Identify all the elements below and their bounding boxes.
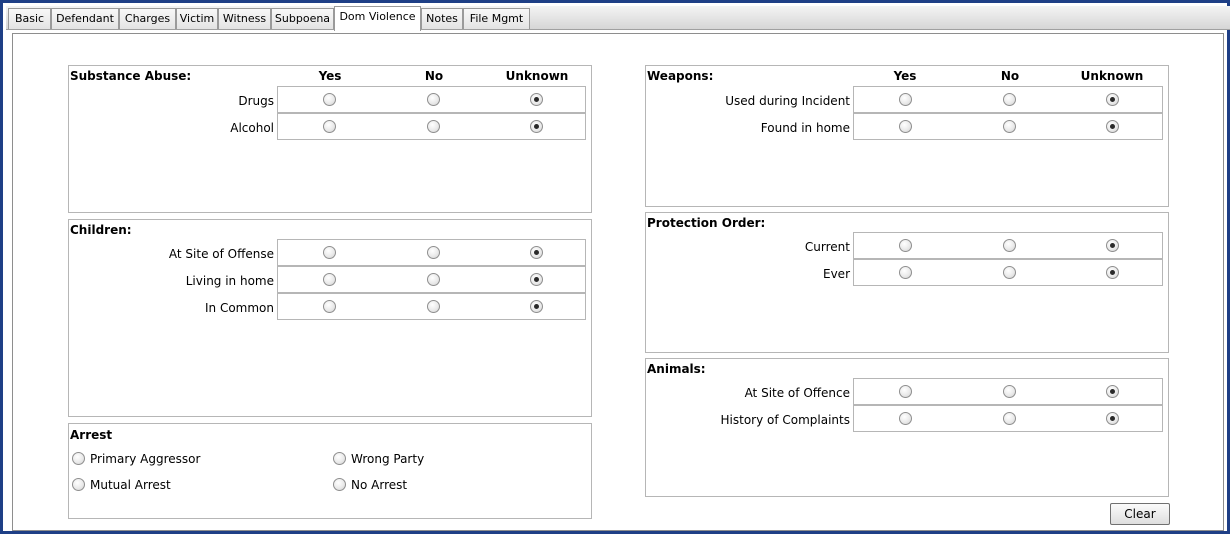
at-site-of-offense-options <box>277 239 586 266</box>
wrong-party-label[interactable]: Wrong Party <box>351 452 425 466</box>
no-arrest-label[interactable]: No Arrest <box>351 478 408 492</box>
in-common-options <box>277 293 586 320</box>
in-common-yes-radio[interactable] <box>323 300 336 313</box>
at-site-of-offence-unknown-radio[interactable] <box>1106 385 1119 398</box>
current-unknown-radio[interactable] <box>1106 239 1119 252</box>
primary-aggressor-radio[interactable] <box>72 452 85 465</box>
tab-notes[interactable]: Notes <box>421 8 463 29</box>
found-in-home-options <box>853 113 1163 140</box>
history-of-complaints-yes-radio[interactable] <box>899 412 912 425</box>
no-column-header: No <box>424 69 444 83</box>
ever-options <box>853 259 1163 286</box>
tab-file-mgmt[interactable]: File Mgmt <box>463 8 530 29</box>
tab-defendant[interactable]: Defendant <box>51 8 119 29</box>
wrong-party-radio[interactable] <box>333 452 346 465</box>
alcohol-label: Alcohol <box>230 121 274 135</box>
drugs-yes-radio[interactable] <box>323 93 336 106</box>
living-in-home-no-radio[interactable] <box>427 273 440 286</box>
used-during-incident-no-radio[interactable] <box>1003 93 1016 106</box>
unknown-column-header: Unknown <box>505 69 569 83</box>
primary-aggressor-label[interactable]: Primary Aggressor <box>90 452 201 466</box>
in-common-no-radio[interactable] <box>427 300 440 313</box>
tab-witness[interactable]: Witness <box>218 8 271 29</box>
at-site-of-offence-yes-radio[interactable] <box>899 385 912 398</box>
in-common-label: In Common <box>204 301 274 315</box>
used-during-incident-options <box>853 86 1163 113</box>
substance-abuse-title: Substance Abuse: <box>70 69 192 83</box>
yes-column-header: Yes <box>318 69 342 83</box>
protection-order-title: Protection Order: <box>647 216 766 230</box>
alcohol-options <box>277 113 586 140</box>
at-site-of-offense-unknown-radio[interactable] <box>530 246 543 259</box>
ever-no-radio[interactable] <box>1003 266 1016 279</box>
ever-yes-radio[interactable] <box>899 266 912 279</box>
found-in-home-no-radio[interactable] <box>1003 120 1016 133</box>
living-in-home-unknown-radio[interactable] <box>530 273 543 286</box>
drugs-unknown-radio[interactable] <box>530 93 543 106</box>
living-in-home-yes-radio[interactable] <box>323 273 336 286</box>
found-in-home-unknown-radio[interactable] <box>1106 120 1119 133</box>
in-common-unknown-radio[interactable] <box>530 300 543 313</box>
dom-violence-panel <box>12 33 1224 531</box>
current-label: Current <box>804 240 850 254</box>
tab-strip <box>6 6 1230 30</box>
arrest-group <box>68 423 592 519</box>
mutual-arrest-label[interactable]: Mutual Arrest <box>90 478 171 492</box>
current-options <box>853 232 1163 259</box>
found-in-home-yes-radio[interactable] <box>899 120 912 133</box>
found-in-home-label: Found in home <box>760 121 850 135</box>
no-arrest-radio[interactable] <box>333 478 346 491</box>
ever-unknown-radio[interactable] <box>1106 266 1119 279</box>
at-site-of-offense-yes-radio[interactable] <box>323 246 336 259</box>
weapons-unknown-column-header: Unknown <box>1080 69 1144 83</box>
protection-order-group <box>645 212 1169 353</box>
history-of-complaints-unknown-radio[interactable] <box>1106 412 1119 425</box>
alcohol-no-radio[interactable] <box>427 120 440 133</box>
at-site-of-offence-no-radio[interactable] <box>1003 385 1016 398</box>
ever-label: Ever <box>823 267 850 281</box>
tab-victim[interactable]: Victim <box>176 8 218 29</box>
tab-subpoena[interactable]: Subpoena <box>271 8 334 29</box>
children-group <box>68 219 592 417</box>
history-of-complaints-no-radio[interactable] <box>1003 412 1016 425</box>
used-during-incident-label: Used during Incident <box>725 94 850 108</box>
weapons-group <box>645 65 1169 207</box>
living-in-home-label: Living in home <box>185 274 274 288</box>
substance-abuse-group <box>68 65 592 213</box>
tab-charges[interactable]: Charges <box>119 8 176 29</box>
alcohol-yes-radio[interactable] <box>323 120 336 133</box>
weapons-no-column-header: No <box>1000 69 1020 83</box>
current-yes-radio[interactable] <box>899 239 912 252</box>
history-of-complaints-options <box>853 405 1163 432</box>
tab-basic[interactable]: Basic <box>8 8 51 29</box>
living-in-home-options <box>277 266 586 293</box>
at-site-of-offence-options <box>853 378 1163 405</box>
at-site-of-offense-no-radio[interactable] <box>427 246 440 259</box>
current-no-radio[interactable] <box>1003 239 1016 252</box>
used-during-incident-yes-radio[interactable] <box>899 93 912 106</box>
mutual-arrest-radio[interactable] <box>72 478 85 491</box>
drugs-no-radio[interactable] <box>427 93 440 106</box>
children-title: Children: <box>70 223 132 237</box>
history-of-complaints-label: History of Complaints <box>720 413 850 427</box>
at-site-of-offense-label: At Site of Offense <box>168 247 274 261</box>
tab-dom-violence[interactable]: Dom Violence <box>334 6 421 31</box>
animals-group <box>645 358 1169 497</box>
at-site-of-offence-label: At Site of Offence <box>744 386 850 400</box>
weapons-title: Weapons: <box>647 69 714 83</box>
animals-title: Animals: <box>647 362 706 376</box>
drugs-options <box>277 86 586 113</box>
used-during-incident-unknown-radio[interactable] <box>1106 93 1119 106</box>
drugs-label: Drugs <box>238 94 274 108</box>
arrest-title: Arrest <box>70 428 113 442</box>
weapons-yes-column-header: Yes <box>893 69 917 83</box>
clear-button[interactable]: Clear <box>1110 503 1170 525</box>
alcohol-unknown-radio[interactable] <box>530 120 543 133</box>
